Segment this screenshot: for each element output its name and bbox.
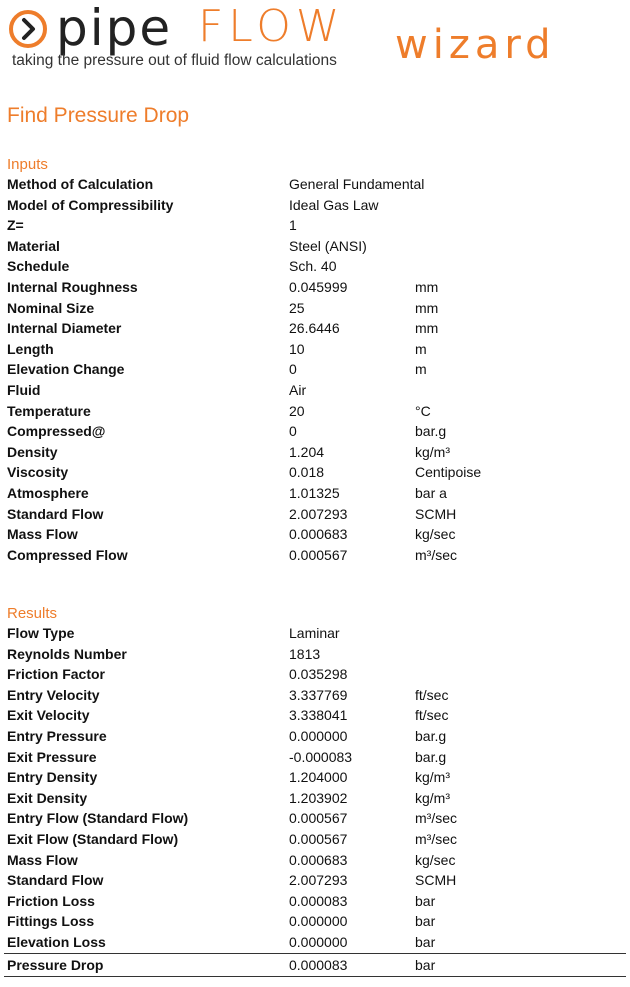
row-unit: m³/sec — [415, 810, 457, 827]
table-row — [0, 340, 630, 361]
row-label: Standard Flow — [7, 872, 104, 889]
row-value: 10 — [289, 340, 305, 357]
row-unit: m³/sec — [415, 546, 457, 563]
row-unit: bar — [415, 957, 436, 973]
row-value: 1.203902 — [289, 789, 348, 806]
table-row — [0, 319, 630, 340]
row-value: 0.000567 — [289, 810, 348, 827]
pressure-drop-row — [0, 953, 630, 977]
row-value: 1 — [289, 217, 297, 234]
row-value: 26.6446 — [289, 320, 340, 337]
table-row — [0, 748, 630, 769]
row-label: Nominal Size — [7, 299, 95, 316]
table-row — [0, 645, 630, 666]
row-unit: SCMH — [415, 872, 457, 889]
row-value: 0.000683 — [289, 526, 348, 543]
row-label: Model of Compressibility — [7, 196, 174, 213]
row-value: 0.000683 — [289, 851, 348, 868]
row-unit: m³/sec — [415, 830, 457, 847]
row-unit: ft/sec — [415, 707, 449, 724]
row-label: Reynolds Number — [7, 645, 127, 662]
table-row — [0, 706, 630, 727]
table-row — [0, 851, 630, 872]
row-label: Exit Pressure — [7, 748, 97, 765]
row-value: 0.000567 — [289, 830, 348, 847]
row-label: Fluid — [7, 381, 41, 398]
table-row — [0, 257, 630, 278]
table-row — [0, 360, 630, 381]
table-row — [0, 546, 630, 567]
row-unit: kg/m³ — [415, 443, 450, 460]
row-value: 1813 — [289, 645, 321, 662]
row-label: Entry Density — [7, 769, 98, 786]
table-row — [0, 686, 630, 707]
table-row — [0, 381, 630, 402]
row-unit: kg/sec — [415, 526, 456, 543]
row-value: 1.204 — [289, 443, 325, 460]
row-unit: mm — [415, 278, 439, 295]
row-label: Mass Flow — [7, 851, 78, 868]
table-row — [0, 727, 630, 748]
row-label: Elevation Loss — [7, 933, 106, 950]
row-value: 3.337769 — [289, 686, 348, 703]
row-value: 0 — [289, 423, 297, 440]
row-label: Entry Velocity — [7, 686, 100, 703]
table-row — [0, 484, 630, 505]
table-row — [0, 505, 630, 526]
table-row — [0, 237, 630, 258]
row-unit: bar.g — [415, 748, 447, 765]
row-label: Flow Type — [7, 625, 75, 641]
table-row — [0, 175, 630, 196]
row-label: Internal Roughness — [7, 278, 138, 295]
row-value: 20 — [289, 402, 305, 419]
row-label: Compressed Flow — [7, 546, 128, 563]
page-title: Find Pressure Drop — [7, 104, 190, 127]
row-value: 0.018 — [289, 464, 325, 481]
row-label: Viscosity — [7, 464, 69, 481]
row-unit: kg/m³ — [415, 769, 450, 786]
row-value: 0.000000 — [289, 727, 348, 744]
logo-text-wizard: wizard — [395, 22, 556, 68]
row-label: Friction Loss — [7, 892, 95, 909]
row-unit: Centipoise — [415, 464, 482, 481]
row-value: 3.338041 — [289, 707, 348, 724]
row-value: 0.000083 — [289, 957, 348, 973]
row-label: Elevation Change — [7, 361, 125, 378]
table-row — [0, 196, 630, 217]
row-unit: m — [415, 340, 427, 357]
results-table — [0, 624, 630, 954]
row-unit: ft/sec — [415, 686, 449, 703]
table-row — [0, 789, 630, 810]
row-unit: bar — [415, 933, 436, 950]
row-unit: °C — [415, 402, 431, 419]
logo-text-flow: FLOW — [198, 1, 345, 52]
row-value: 0.000083 — [289, 892, 348, 909]
row-label: Schedule — [7, 258, 70, 275]
row-unit: kg/m³ — [415, 789, 450, 806]
row-value: Sch. 40 — [289, 258, 337, 275]
table-row — [0, 809, 630, 830]
table-row — [0, 463, 630, 484]
row-value: 0.000567 — [289, 546, 348, 563]
row-value: 0 — [289, 361, 297, 378]
logo-text-pipe: pipe — [56, 0, 173, 57]
divider — [4, 976, 626, 977]
row-value: 1.204000 — [289, 769, 348, 786]
row-unit: bar — [415, 913, 436, 930]
row-value: Laminar — [289, 625, 340, 641]
row-label: Mass Flow — [7, 526, 78, 543]
row-label: Atmosphere — [7, 484, 89, 501]
row-label: Entry Flow (Standard Flow) — [7, 810, 189, 827]
row-unit: bar.g — [415, 727, 447, 744]
inputs-heading: Inputs — [7, 156, 48, 173]
row-value: Air — [289, 381, 307, 398]
row-value: 2.007293 — [289, 872, 348, 889]
row-value: Ideal Gas Law — [289, 196, 379, 213]
row-label: Exit Density — [7, 789, 88, 806]
row-label: Method of Calculation — [7, 176, 154, 192]
row-value: 0.000000 — [289, 913, 348, 930]
table-row — [0, 830, 630, 851]
row-value: General Fundamental — [289, 176, 425, 192]
row-value: 1.01325 — [289, 484, 340, 501]
divider — [4, 953, 626, 954]
table-row — [0, 892, 630, 913]
row-unit: bar.g — [415, 423, 447, 440]
chevron-right-icon — [8, 9, 48, 49]
row-unit: bar — [415, 892, 436, 909]
table-row — [0, 912, 630, 933]
tagline: taking the pressure out of fluid flow calculations — [12, 52, 337, 69]
row-label: Density — [7, 443, 58, 460]
table-row — [0, 624, 630, 645]
row-value: 0.000000 — [289, 933, 348, 950]
row-label: Length — [7, 340, 54, 357]
row-label: Exit Velocity — [7, 707, 90, 724]
table-row — [0, 768, 630, 789]
row-label: Z= — [7, 217, 24, 234]
row-value: -0.000083 — [289, 748, 353, 765]
row-unit: mm — [415, 320, 439, 337]
row-unit: m — [415, 361, 427, 378]
table-row — [0, 933, 630, 954]
table-row — [0, 402, 630, 423]
row-label: Friction Factor — [7, 666, 106, 683]
table-row — [0, 871, 630, 892]
row-unit: kg/sec — [415, 851, 456, 868]
row-label: Pressure Drop — [7, 957, 104, 973]
row-unit: SCMH — [415, 505, 457, 522]
row-label: Fittings Loss — [7, 913, 95, 930]
row-value: 0.035298 — [289, 666, 348, 683]
row-label: Exit Flow (Standard Flow) — [7, 830, 179, 847]
row-label: Internal Diameter — [7, 320, 122, 337]
table-row — [0, 278, 630, 299]
row-unit: mm — [415, 299, 439, 316]
row-label: Compressed@ — [7, 423, 106, 440]
row-label: Material — [7, 237, 60, 254]
table-row — [0, 216, 630, 237]
row-value: 0.045999 — [289, 278, 348, 295]
row-value: Steel (ANSI) — [289, 237, 367, 254]
header — [0, 0, 630, 80]
row-value: 2.007293 — [289, 505, 348, 522]
table-row — [0, 299, 630, 320]
table-row — [0, 525, 630, 546]
row-label: Standard Flow — [7, 505, 104, 522]
table-row — [0, 443, 630, 464]
row-label: Temperature — [7, 402, 91, 419]
results-heading: Results — [7, 605, 58, 622]
row-label: Entry Pressure — [7, 727, 107, 744]
inputs-table — [0, 175, 630, 566]
row-unit: bar a — [415, 484, 447, 501]
table-row — [0, 422, 630, 443]
row-value: 25 — [289, 299, 305, 316]
table-row — [0, 665, 630, 686]
